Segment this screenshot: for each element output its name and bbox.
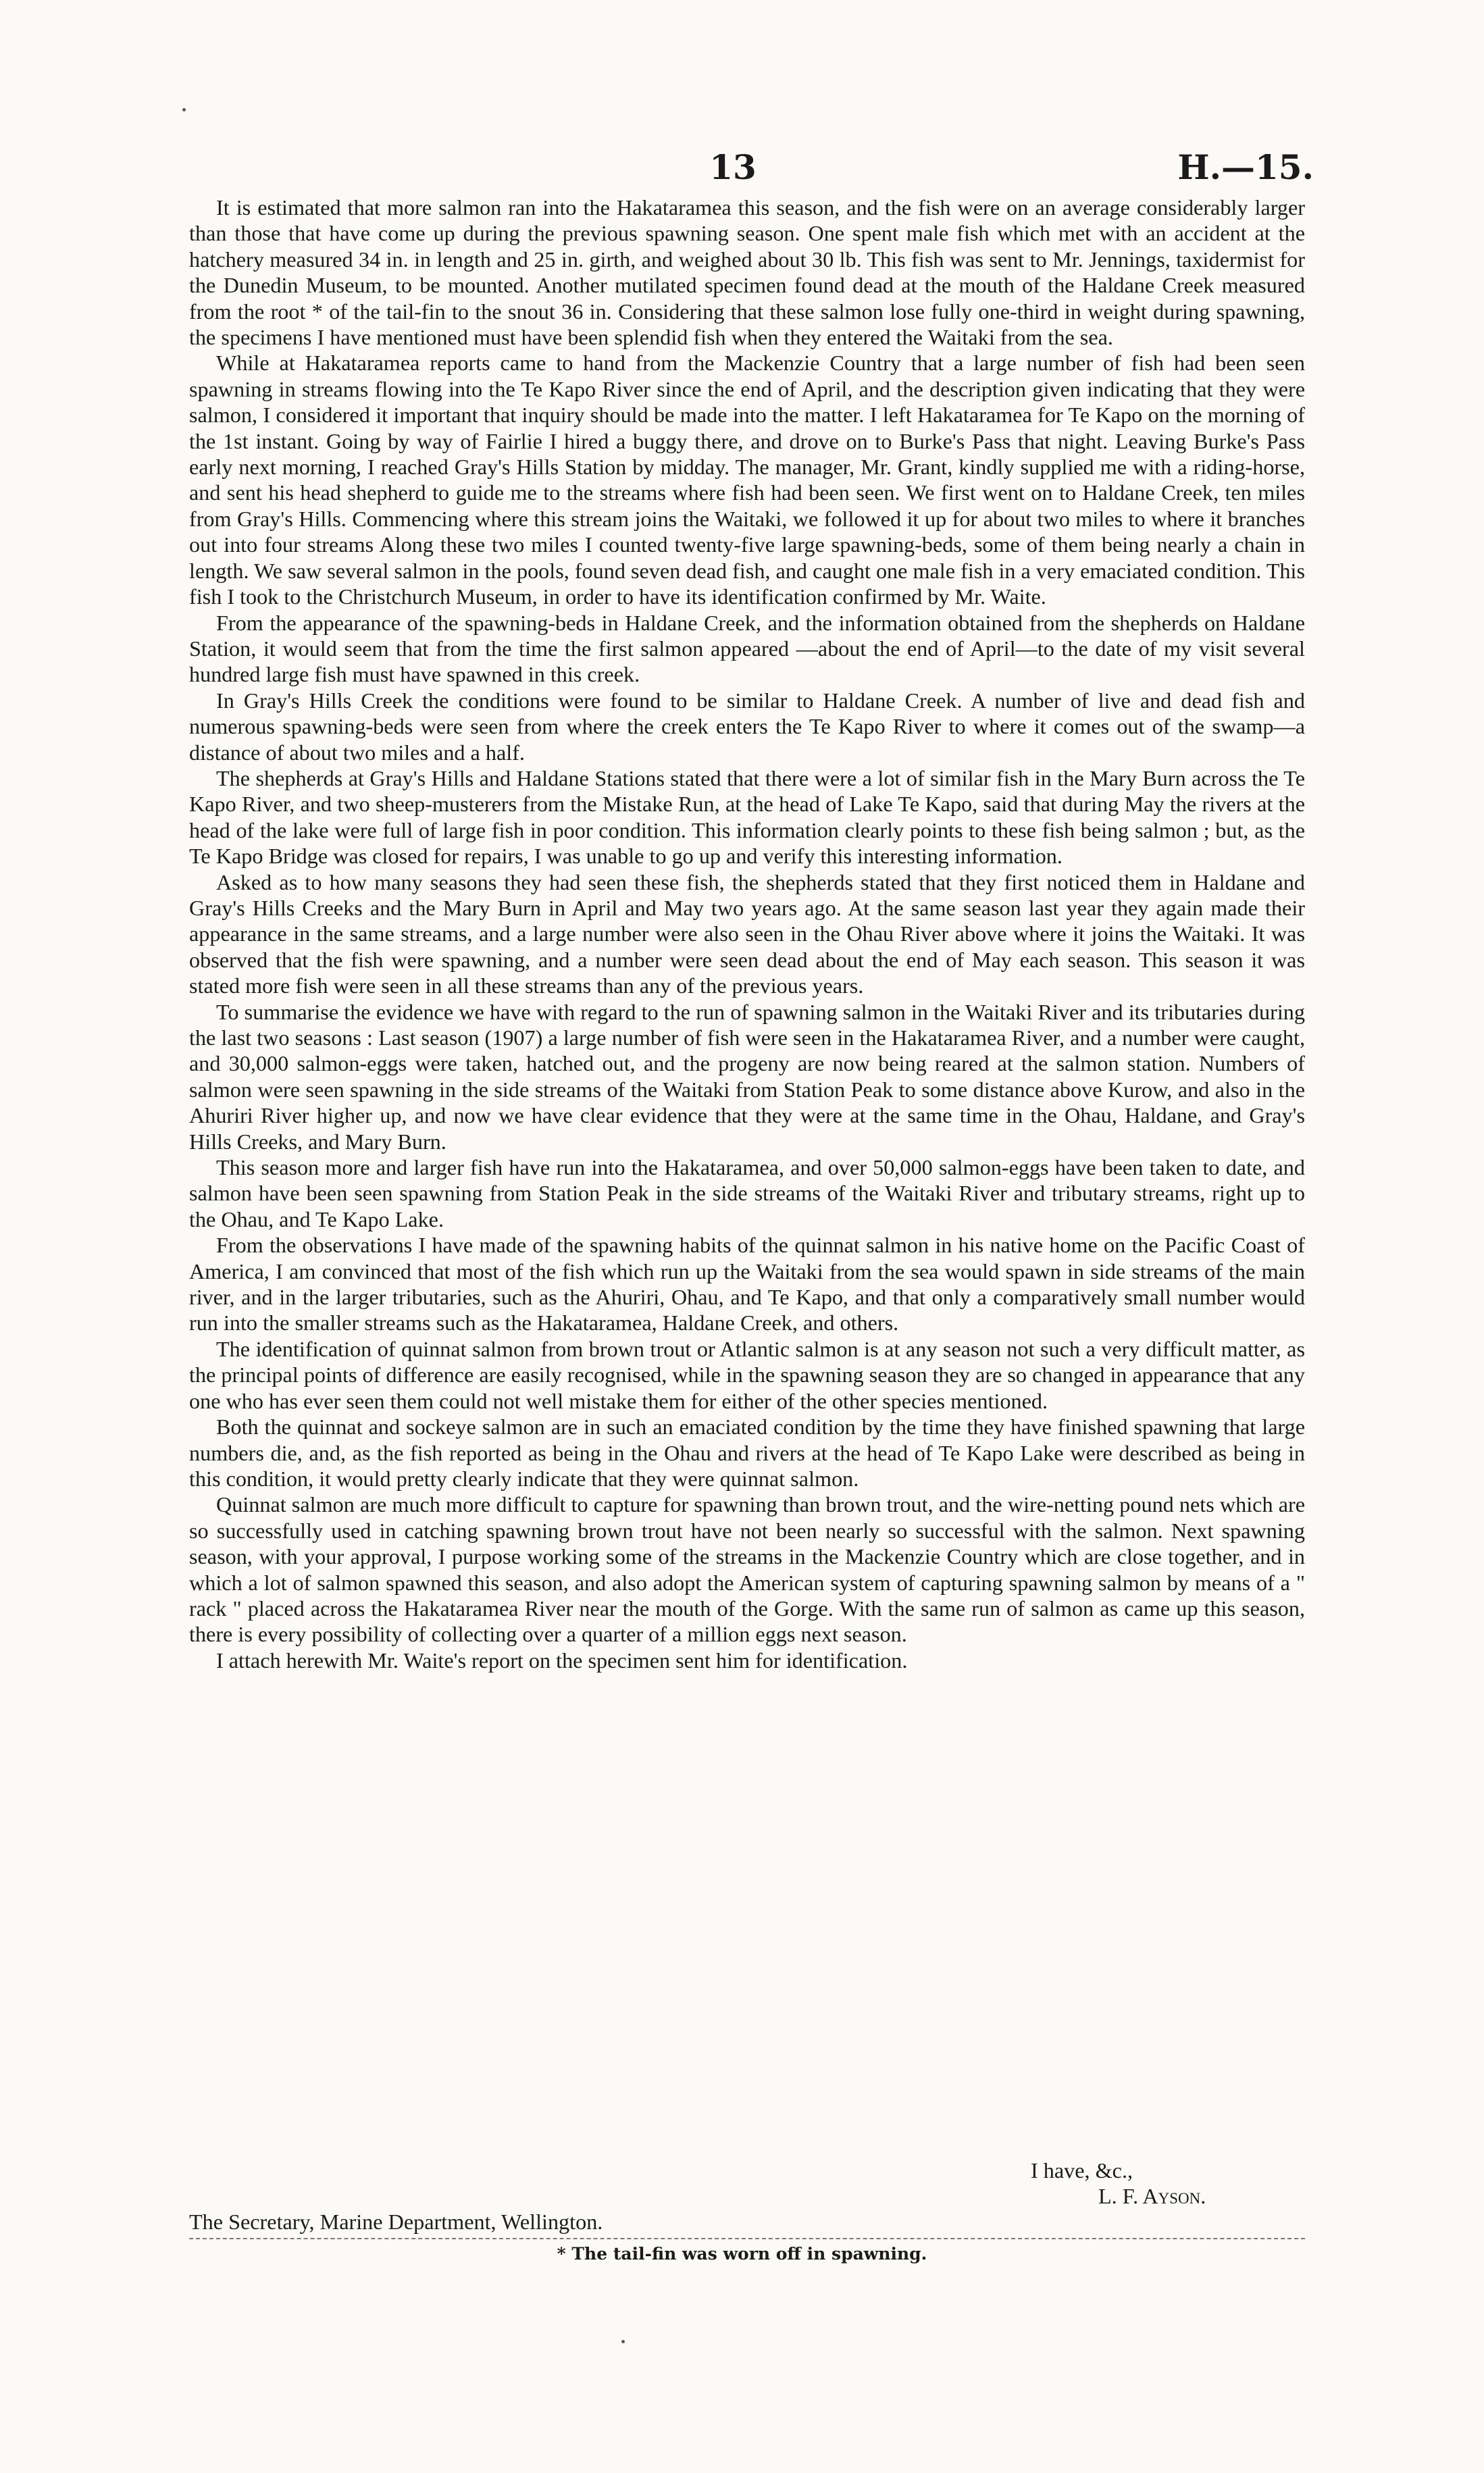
paragraph-attachment: I attach herewith Mr. Waite's report on the specimen sent him for identification. [216,1648,908,1673]
scan-speck-top [182,108,186,111]
scan-speck-bottom [621,2340,625,2343]
report-body [189,195,1305,1673]
paragraph-haldane-creek: From the appearance of the spawning-beds in Haldane Creek, and the information obtained from the shepherds on Haldane Station, it would seem that from the time the first salmon appeared —about the end of April—to the date of my visit several hundred large fish must have spawned in this creek. [189,610,1305,687]
paragraph-spawning-habits: From the observations I have made of the spawning habits of the quinnat salmon in his native home on the Pacific Coast of America, I am convinced that most of the fish which run up the Waitaki from the sea would spawn in side streams of the main river, and in the larger tributaries, such as the Ahuriri, Ohau, and Te Kapo, and that only a comparatively small number would run into the smaller streams such as the Hakataramea, Haldane Creek, and others. [189,1233,1305,1335]
paragraph-grays-hills-creek: In Gray's Hills Creek the conditions were found to be similar to Haldane Creek. A number of live and dead fish and numerous spawning-beds were seen from where the creek enters the Te Kapo River to where it comes out of the swamp—a distance of about two miles and a half. [189,688,1305,765]
paragraph-mary-burn: The shepherds at Gray's Hills and Haldane Stations stated that there were a lot of similar fish in the Mary Burn across the Te Kapo River, and two sheep-musterers from the Mistake Run, at the head of Lake Te Kapo, said that during May the rivers at the head of the lake were full of large fish in poor condition. This information clearly points to these fish being salmon ; but, as the Te Kapo Bridge was closed for repairs, I was unable to go up and verify this interesting information. [189,765,1305,869]
paragraph-seasons-seen: Asked as to how many seasons they had seen these fish, the shepherds stated that they first noticed them in Haldane and Gray's Hills Creeks and the Mary Burn in April and May two years ago. At the same season last year they again made their appearance in the same streams, and a large number were also seen in the Ohau River above where it joins the Waitaki. It was observed that the fish were spawning, and a number were seen dead about the end of May each season. This season it was stated more fish were seen in all these streams than any of the previous years. [189,869,1305,998]
footnote: * The tail-fin was worn off in spawning. [557,2244,927,2264]
page-number: 13 [709,147,757,187]
addressee: The Secretary, Marine Department, Wellington. [189,2210,603,2234]
paragraph-emaciated-condition: Both the quinnat and sockeye salmon are in such an emaciated condition by the time they have finished spawning that large numbers die, and, as the fish reported as being in the Ohau and rivers at the head of Te Kapo Lake were described as being in this condition, it would pretty clearly indicate that they were quinnat salmon. [189,1414,1305,1491]
closing-block [189,2158,1305,2239]
paragraph-te-kapo-visit: While at Hakataramea reports came to hand from the Mackenzie Country that a large number of fish had been seen spawning in streams flowing into the Te Kapo River since the end of April, and the description given indicating that they were salmon, I considered it important that inquiry should be made into the matter. I left Hakataramea for Te Kapo on the morning of the 1st instant. Going by way of Fairlie I hired a buggy there, and drove on to Burke's Pass that night. Leaving Burke's Pass early next morning, I reached Gray's Hills Station by midday. The manager, Mr. Grant, kindly supplied me with a riding-horse, and sent his head shepherd to guide me to the streams where fish had been seen. We first went on to Haldane Creek, ten miles from Gray's Hills. Commencing where this stream joins the Waitaki, we followed it up for about two miles to where it branches out into four streams Along these two miles I counted twenty-five large spawning-beds, some of them being nearly a chain in length. We saw several salmon in the pools, found seven dead fish, and caught one male fish in a very emaciated condition. This fish I took to the Christchurch Museum, in order to have its identification confirmed by Mr. Waite. [189,351,1305,609]
footnote-divider [189,2238,1305,2239]
paragraph-evidence-summary: To summarise the evidence we have with regard to the run of spawning salmon in the Waitaki River and its tributaries during the last two seasons : Last season (1907) a large number of fish were seen in the Hakataramea River, and a number were caught, and 30,000 salmon-eggs were taken, hatched out, and the progeny are now being reared at the salmon station. Numbers of salmon were seen spawning in the side streams of the Waitaki from Station Peak to some distance above Kurow, and also in the Ahuriri River higher up, and now we have clear evidence that they were at the same time in the Ohau, Haldane, and Gray's Hills Creeks, and Mary Burn. [189,999,1305,1154]
document-code: H.—15. [1177,147,1314,187]
paragraph-this-season: This season more and larger fish have run into the Hakataramea, and over 50,000 salmon-eggs have been taken to date, and salmon have been seen spawning from Station Peak in the side streams of the Waitaki River and tributary streams, right up to the Ohau, and Te Kapo Lake. [189,1155,1305,1231]
paragraph-salmon-size: It is estimated that more salmon ran into the Hakataramea this season, and the fish were on an average considerably larger than those that have come up during the previous spawning season. One spent male fish which met with an accident at the hatchery measured 34 in. in length and 25 in. girth, and weighed about 30 lb. This fish was sent to Mr. Jennings, taxidermist for the Dunedin Museum, to be mounted. Another mutilated specimen found dead at the mouth of the Haldane Creek measured from the root * of the tail-fin to the snout 36 in. Considering that these salmon lose fully one-third in weight during spawning, the specimens I have mentioned must have been splendid fish when they entered the Waitaki from the sea. [189,195,1305,350]
signature: L. F. Ayson. [1098,2184,1206,2208]
closing-formula: I have, &c., [1031,2158,1133,2183]
paragraph-identification: The identification of quinnat salmon from brown trout or Atlantic salmon is at any season not such a very difficult matter, as the principal points of difference are easily recognised, while in the spawning season they are so changed in appearance that any one who has ever seen them could not well mistake them for either of the other species mentioned. [189,1336,1305,1413]
paragraph-capture-methods: Quinnat salmon are much more difficult to capture for spawning than brown trout, and the wire-netting pound nets which are so successfully used in catching spawning brown trout have not been nearly so successful with the salmon. Next spawning season, with your approval, I purpose working some of the streams in the Mackenzie Country which are close together, and in which a lot of salmon spawned this season, and also adopt the American system of capturing spawning salmon by means of a " rack " placed across the Hakataramea River near the mouth of the Gorge. With the same run of salmon as came up this season, there is every possibility of collecting over a quarter of a million eggs next season. [189,1492,1305,1647]
